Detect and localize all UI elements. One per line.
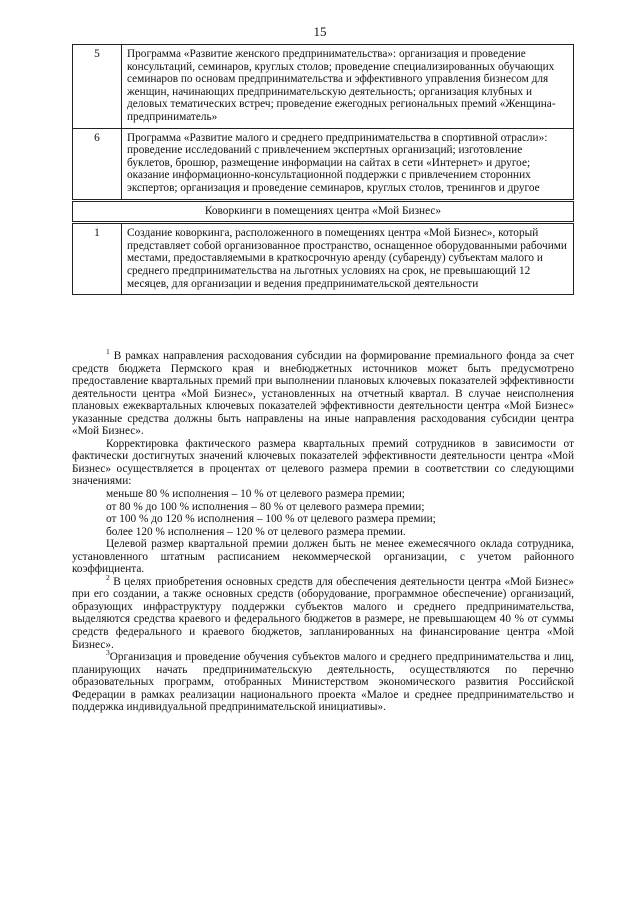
row-number: 6	[73, 128, 122, 200]
row-number: 1	[73, 223, 122, 295]
footnote-1	[72, 347, 575, 438]
row-text: Создание коворкинга, расположенного в помещениях центра «Мой Бизнес», который представляет собой организованное пространство, оснащенное оборудованными рабочими местами, предоставляемыми в краткосрочную аренду (субаренду) субъектам малого и среднего предпринимательства на льготных условиях на срок, не превышающий 12 месяцев, для организации и ведения предпринимательской деятельности	[122, 223, 574, 295]
table-row	[73, 45, 574, 129]
section-header-row	[73, 200, 574, 223]
footnote-1-paragraph: Целевой размер квартальной премии должен быть не менее ежемесячного оклада сотрудника, установленного штатным расписанием некоммерческой организации, с учетом районного коэффициента.	[72, 538, 574, 576]
list-item: более 120 % исполнения – 120 % от целевого размера премии.	[106, 525, 406, 538]
footnote-mark: 1	[106, 347, 110, 357]
section-title: Коворкинги в помещениях центра «Мой Бизнес»	[73, 200, 574, 223]
list-item: от 100 % до 120 % исполнения – 100 % от целевого размера премии;	[106, 513, 436, 526]
table-row	[73, 128, 574, 200]
table-row	[73, 223, 574, 295]
footnotes	[72, 347, 575, 714]
footnote-2	[72, 573, 574, 651]
footnote-mark: 2	[106, 573, 110, 583]
footnote-text: В целях приобретения основных средств для обеспечения деятельности центра «Мой Бизнес» при его создании, а также основных средств (оборудование, программное обеспечение) организаций, образующих инфраструктуру поддержки субъектов малого и среднего предпринимательства, выделяются средства краевого и федерального бюджетов в размере, не превышающем 40 % от суммы средств федерального и краевого бюджетов, запланированных на финансирование центра «Мой Бизнес».	[72, 575, 574, 651]
list-item: от 80 % до 100 % исполнения – 80 % от целевого размера премии;	[106, 500, 425, 513]
measures-table	[72, 44, 574, 295]
footnote-text: Организация и проведение обучения субъектов малого и среднего предпринимательства и лиц, планирующих начать предпринимательскую деятельность, осуществляются по перечню образовательных программ, отобранных Министерством экономического развития Российской Федерации в рамках реализации национального проекта «Малое и среднее предпринимательство и поддержка индивидуальной предпринимательской инициативы».	[72, 651, 574, 714]
row-number: 5	[73, 45, 122, 129]
row-text: Программа «Развитие малого и среднего предпринимательства в спортивной отрасли»: проведение исследований с привлечением экспертных организаций; изготовление буклетов, брошюр, размещение информации на сайтах в сети «Интернет» и другое; оказание информационно-консультационной поддержки с привлечением сторонних экспертов; организация и проведение семинаров, круглых столов, тренингов и другое	[122, 128, 574, 200]
row-text: Программа «Развитие женского предпринимательства»: организация и проведение консультаций, семинаров, круглых столов; проведение специализированных обучающих семинаров по основам предпринимательства и эффективного управления бизнесом для женщин, начинающих предпринимательскую деятельность; организация клубных и деловых тематических встреч; проведение ежегодных региональных премий «Женщина-предприниматель»	[122, 45, 574, 129]
footnote-3	[72, 648, 574, 714]
footnote-mark: 3	[106, 648, 110, 658]
list-item: меньше 80 % исполнения – 10 % от целевого размера премии;	[106, 488, 405, 501]
footnote-1-paragraph: Корректировка фактического размера квартальных премий сотрудников в зависимости от фактически достигнутых значений ключевых показателей эффективности деятельности центра «Мой Бизнес» осуществляется в процентах от целевого размера премии в соответствии со следующими значениями:	[72, 437, 574, 488]
footnote-text: В рамках направления расходования субсидии на формирование премиального фонда за счет средств бюджета Пермского края и внебюджетных источников может быть предусмотрено предоставление квартальных премий при выполнении плановых ключевых показателей эффективности деятельности центра «Мой Бизнес», установленных на отчетный квартал. В случае неисполнения плановых ежеквартальных ключевых показателей эффективности деятельности центра «Мой Бизнес» указанные средства должны быть направлены на иные направления расходования субсидии центра «Мой Бизнес».	[72, 350, 575, 438]
page-number: 15	[313, 24, 327, 39]
